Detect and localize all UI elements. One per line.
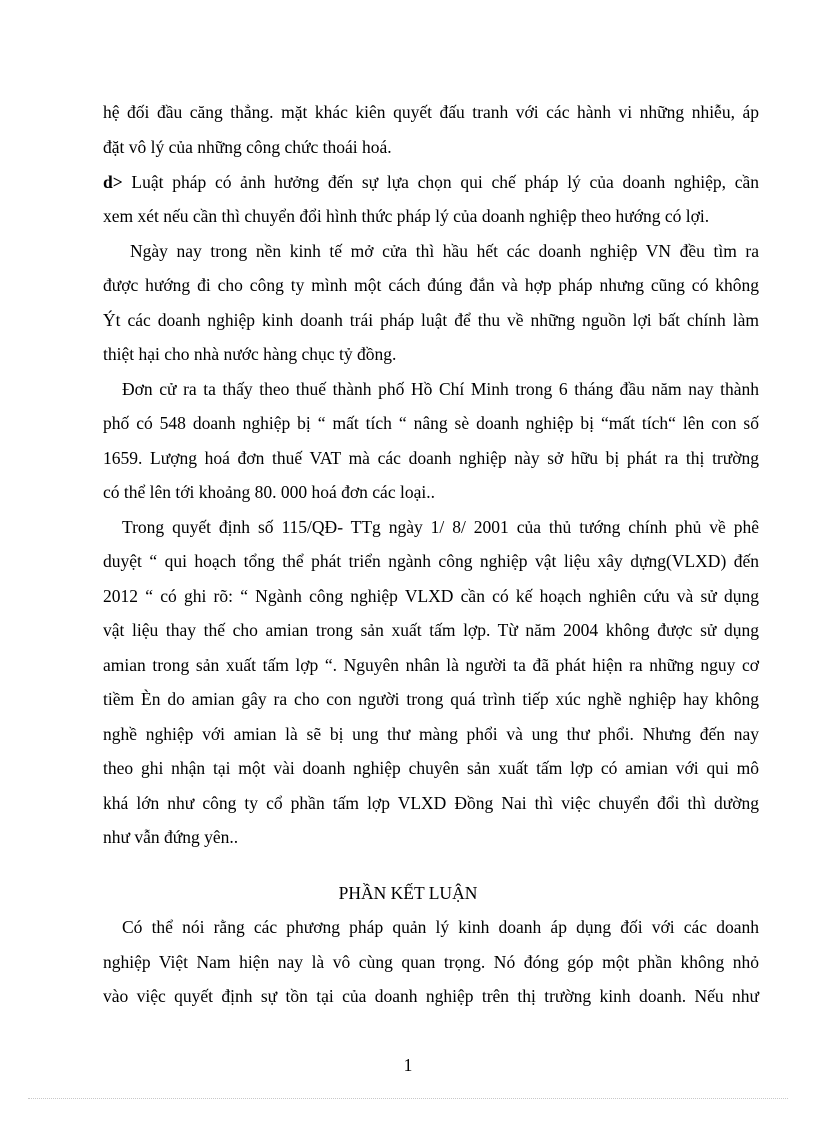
paragraph-4-line-1: Đơn cử ra ta thấy theo thuế thành phố Hồ Chí Minh trong 6 tháng đầu năm nay thành — [122, 379, 759, 399]
paragraph-4-line-3: 1659. Lượng hoá đơn thuế VAT mà các doanh nghiệp này sở hữu bị phát ra thị trường — [103, 448, 759, 468]
paragraph-5-line-8: theo ghi nhận tại một vài doanh nghiệp chuyên sản xuất tấm lợp có amian với qui mô — [103, 758, 759, 778]
paragraph-6-line-1: Có thể nói rằng các phương pháp quản lý kinh doanh áp dụng đối với các doanh — [122, 917, 759, 937]
paragraph-4-line-4: có thể lên tới khoảng 80. 000 hoá đơn các loại.. — [103, 482, 435, 502]
paragraph-6-line-2: nghiệp Việt Nam hiện nay là vô cùng quan trọng. Nó đóng góp một phần không nhỏ — [103, 952, 759, 972]
paragraph-3-line-3: Ýt các doanh nghiệp kinh doanh trái pháp luật để thu về những nguồn lợi bất chính làm — [103, 310, 759, 330]
paragraph-5-line-1: Trong quyết định số 115/QĐ- TTg ngày 1/ 8/ 2001 của thủ tướng chính phủ về phê — [122, 517, 759, 537]
paragraph-5-line-5: amian trong sản xuất tấm lợp “. Nguyên nhân là người ta đã phát hiện ra những nguy cơ — [103, 655, 759, 675]
paragraph-1-line-1: hệ đối đầu căng thẳng. mặt khác kiên quyết đấu tranh với các hành vi những nhiễu, áp — [103, 102, 759, 122]
paragraph-5-line-2: duyệt “ qui hoạch tổng thể phát triển ngành công nghiệp vật liệu xây dựng(VLXD) đến — [103, 551, 759, 571]
paragraph-5-line-10: như vẫn đứng yên.. — [103, 827, 239, 847]
paragraph-3-line-1: Ngày nay trong nền kinh tế mở cửa thì hầu hết các doanh nghiệp VN đều tìm ra — [130, 241, 759, 261]
paragraph-5-line-7: nghề nghiệp với amian là sẽ bị ung thư màng phổi và ung thư phổi. Nhưng đến nay — [103, 724, 759, 744]
paragraph-5-line-6: tiềm Èn do amian gây ra cho con người trong quá trình tiếp xúc nghề nghiệp hay không — [103, 689, 759, 709]
paragraph-5-line-4: vật liệu thay thế cho amian trong sản xuất tấm lợp. Từ năm 2004 không được sử dụng — [103, 620, 759, 640]
paragraph-5-line-9: khá lớn như công ty cổ phần tấm lợp VLXD Đồng Nai thì việc chuyển đổi thì dường — [103, 793, 759, 813]
paragraph-2-line-1 — [103, 171, 759, 193]
paragraph-6-line-3: vào việc quyết định sự tồn tại của doanh nghiệp trên thị trường kinh doanh. Nếu như — [103, 986, 759, 1006]
paragraph-4-line-2: phố có 548 doanh nghiệp bị “ mất tích “ nâng sè doanh nghiệp bị “mất tích“ lên con số — [103, 413, 759, 433]
section-heading: PHẦN KẾT LUẬN — [338, 883, 478, 903]
paragraph-3-line-2: được hướng đi cho công ty mình một cách đúng đắn và hợp pháp nhưng cũng có không — [103, 275, 759, 295]
paragraph-2-marker: d> — [103, 172, 123, 192]
paragraph-1-line-2: đặt vô lý của những công chức thoái hoá. — [103, 137, 392, 157]
page-bottom-rule — [28, 1098, 788, 1099]
paragraph-5-line-3: 2012 “ có ghi rõ: “ Ngành công nghiệp VLXD cần có kế hoạch nghiên cứu và sử dụng — [103, 586, 759, 606]
paragraph-2-line-2: xem xét nếu cần thì chuyển đổi hình thức pháp lý của doanh nghiệp theo hướng có lợi. — [103, 206, 710, 226]
paragraph-2-line-1-text: Luật pháp có ảnh hưởng đến sự lựa chọn qui chế pháp lý của doanh nghiệp, cần — [122, 172, 759, 192]
paragraph-3-line-4: thiệt hại cho nhà nước hàng chục tỷ đồng. — [103, 344, 397, 364]
page-number: 1 — [403, 1055, 413, 1075]
